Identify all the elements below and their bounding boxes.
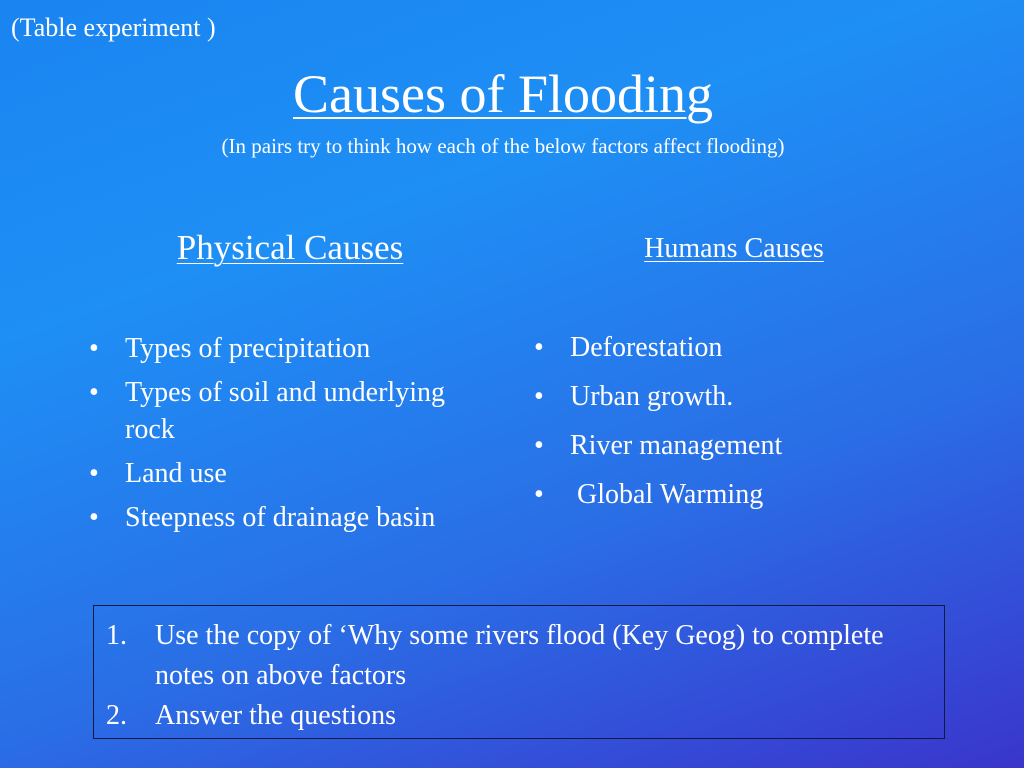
list-item: • Types of soil and underlying rock — [86, 374, 446, 448]
task-list — [106, 616, 926, 736]
slide-title: Causes of Flooding — [292, 64, 713, 124]
task-item — [106, 696, 926, 736]
human-causes-heading: Humans Causes — [644, 233, 824, 264]
human-causes-list — [531, 329, 931, 525]
list-item: • Deforestation — [531, 329, 931, 366]
slide-subtitle: (In pairs try to think how each of the below factors affect flooding) — [221, 134, 785, 158]
physical-causes-list — [86, 330, 446, 543]
list-item: • Global Warming — [531, 476, 931, 513]
task-text: Answer the questions — [155, 700, 397, 731]
task-number: 1. — [106, 620, 127, 651]
list-item: • Steepness of drainage basin — [86, 499, 446, 536]
physical-causes-heading: Physical Causes — [176, 228, 404, 267]
task-number: 2. — [106, 700, 127, 731]
list-item: • River management — [531, 427, 931, 464]
task-box — [93, 605, 945, 739]
list-item: • Types of precipitation — [86, 330, 446, 367]
task-item — [106, 616, 926, 696]
corner-note: (Table experiment ) — [11, 13, 216, 42]
list-item: • Land use — [86, 455, 446, 492]
task-text: Use the copy of ‘Why some rivers flood (Key Geog) to complete notes on above factors — [155, 620, 884, 691]
list-item: • Urban growth. — [531, 378, 931, 415]
